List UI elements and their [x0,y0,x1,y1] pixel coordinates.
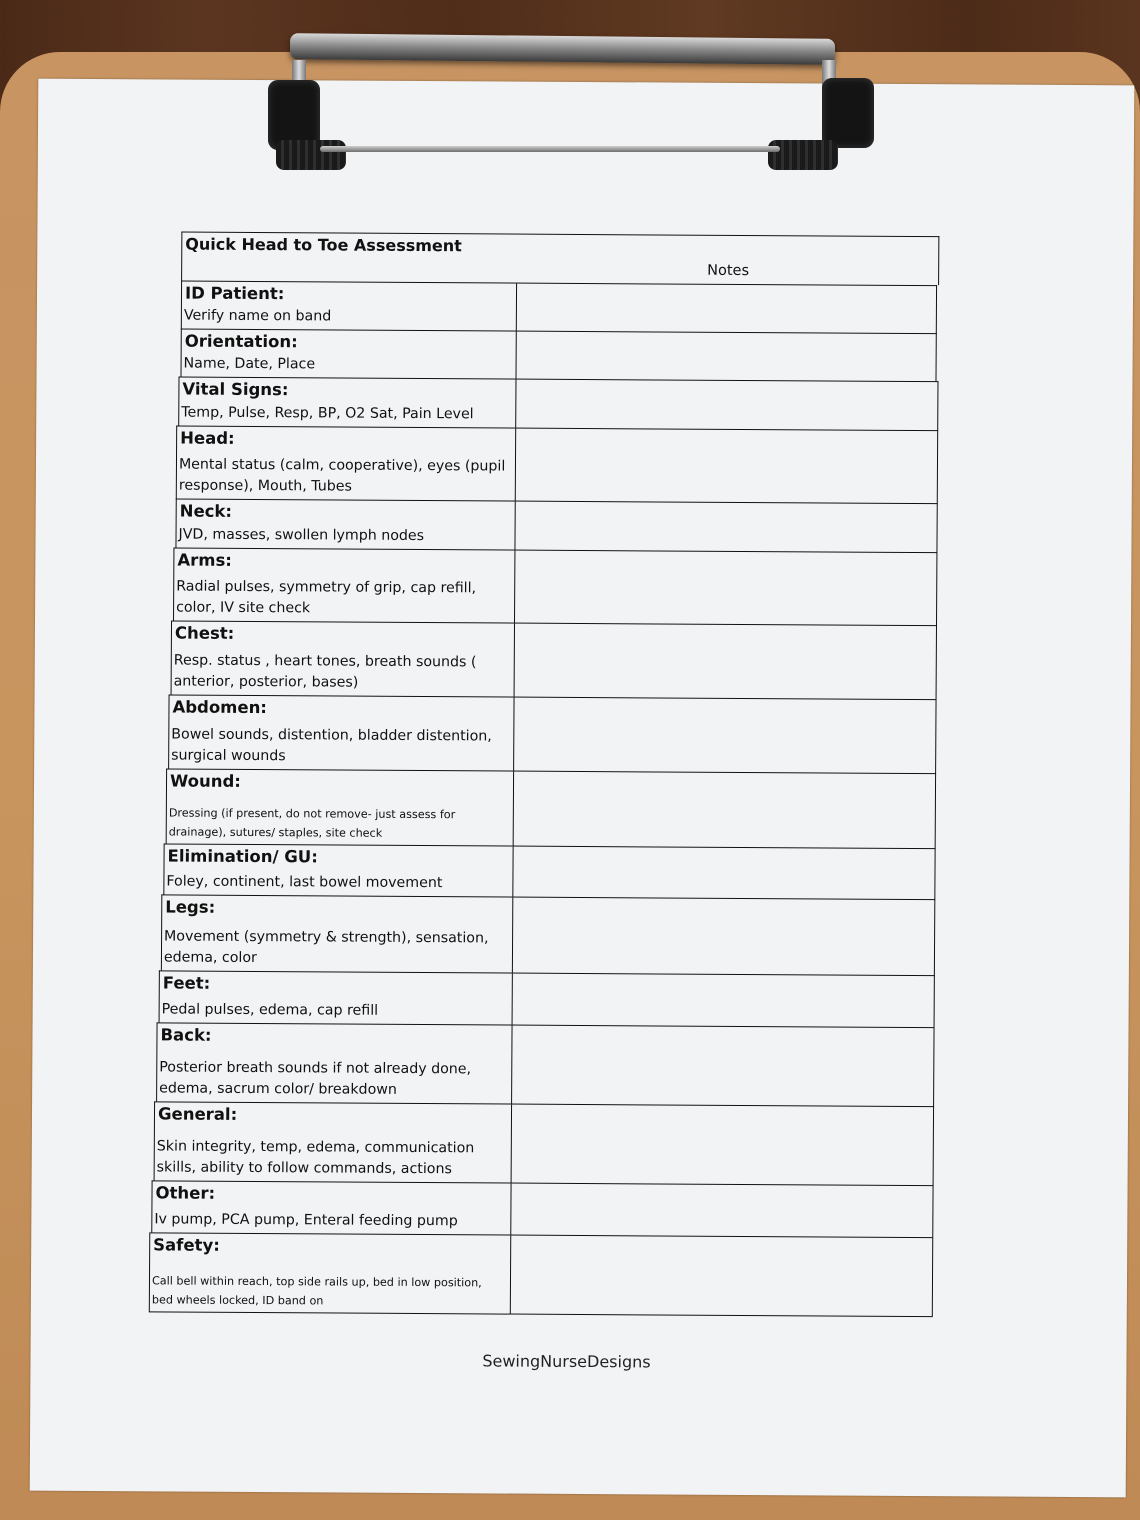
row-description: Foley, continent, last bowel movement [166,873,443,892]
assessment-row [178,377,938,431]
row-label: Head: [180,428,235,448]
notes-cell[interactable] [516,502,936,553]
clip-left-grip [276,140,346,170]
notes-cell[interactable] [512,1236,932,1317]
assessment-row [168,694,936,773]
assessment-form [153,231,962,1317]
row-description: Name, Date, Place [183,355,316,373]
row-label: ID Patient: [184,283,285,304]
row-label: Back: [160,1025,212,1045]
assessment-row [163,843,935,899]
row-label: Feet: [162,973,211,993]
footer-brand: SewingNurseDesigns [482,1351,651,1372]
notes-cell[interactable] [513,1105,933,1186]
row-label: Vital Signs: [182,379,289,400]
notes-column-header: Notes [707,262,750,280]
notes-cell[interactable] [517,429,937,504]
notes-cell[interactable] [517,380,937,431]
form-title: Quick Head to Toe Assessment [185,234,462,256]
assessment-row [171,620,937,699]
row-label: General: [157,1104,238,1124]
assessment-row [173,547,937,625]
row-description: Call bell within reach, top side rails up, bed in low position, bed wheels locked, ID band on [151,1274,482,1308]
paper-sheet [30,79,1135,1498]
assessment-row [149,1232,933,1317]
notes-cell[interactable] [517,332,935,382]
row-description: Movement (symmetry & strength), sensation, edema, color [163,928,489,967]
row-label: Wound: [169,771,241,791]
assessment-row [154,1101,934,1185]
assessment-row [156,1022,934,1106]
row-description: Verify name on band [183,307,332,325]
row-label: Arms: [177,550,232,570]
row-description: JVD, masses, swollen lymph nodes [178,526,425,545]
clip-right-grip [768,140,838,170]
assessment-row [181,329,937,382]
row-label: Elimination/ GU: [167,846,318,867]
row-label: Abdomen: [172,697,268,718]
row-description: Bowel sounds, distention, bladder distention, surgical wounds [171,726,492,765]
row-description: Skin integrity, temp, edema, communication skills, ability to follow commands, actions [156,1138,475,1178]
notes-cell[interactable] [514,974,934,1028]
row-label: Orientation: [184,331,298,352]
notes-cell[interactable] [515,772,935,849]
row-label: Safety: [153,1235,220,1255]
notes-cell[interactable] [516,624,936,700]
clip-wire [320,146,780,152]
row-label: Legs: [165,897,216,917]
notes-cell[interactable] [515,698,935,774]
row-description: Pedal pulses, edema, cap refill [161,1001,379,1019]
row-label: Chest: [174,623,235,643]
notes-cell[interactable] [513,1026,933,1107]
notes-cell[interactable] [514,898,934,976]
assessment-row [151,1180,933,1237]
assessment-row [161,894,935,975]
notes-cell[interactable] [512,1184,932,1238]
assessment-row [181,281,937,334]
row-description: Radial pulses, symmetry of grip, cap refill, color, IV site check [176,578,477,617]
notes-cell[interactable] [516,551,936,626]
row-description: Iv pump, PCA pump, Enteral feeding pump [154,1211,458,1230]
clip-right-knob [822,78,874,148]
row-label: Other: [155,1183,216,1203]
assessment-row [166,768,936,848]
row-description: Dressing (if present, do not remove- just assess for drainage), sutures/ staples, site check [168,806,456,840]
notes-cell[interactable] [518,284,936,334]
row-description: Temp, Pulse, Resp, BP, O2 Sat, Pain Level [181,404,474,423]
notes-cell[interactable] [514,847,934,900]
form-title-row [181,232,939,286]
assessment-rows [153,280,961,1317]
row-description: Posterior breath sounds if not already done, edema, sacrum color/ breakdown [159,1059,472,1098]
assessment-row [176,426,938,504]
assessment-row [175,499,937,553]
assessment-row [159,970,935,1027]
row-description: Mental status (calm, cooperative), eyes (pupil response), Mouth, Tubes [178,456,506,495]
row-label: Neck: [179,501,233,521]
row-description: Resp. status , heart tones, breath sounds ( anterior, posterior, bases) [173,652,477,691]
